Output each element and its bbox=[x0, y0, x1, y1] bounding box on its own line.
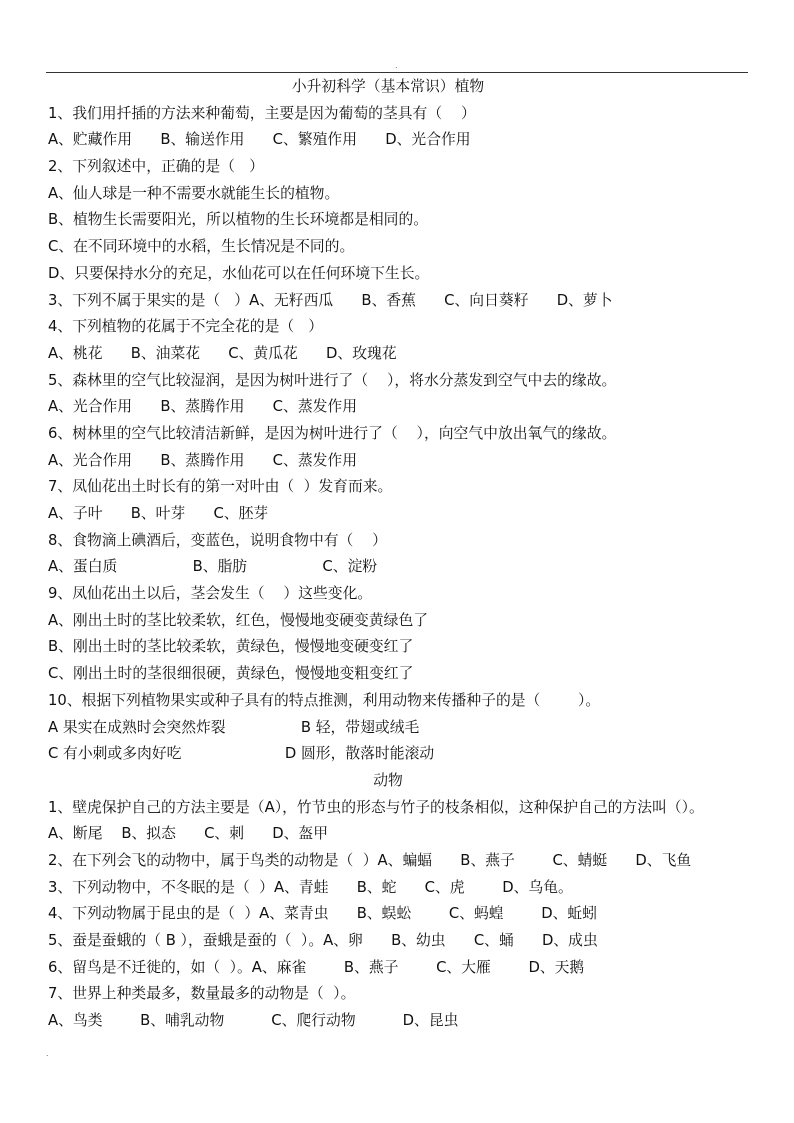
text-line: 3、下列动物中，不冬眠的是（ ）A、青蛙 B、蛇 C、虎 D、乌龟。 bbox=[48, 878, 573, 896]
text-line: A、刚出土时的茎比较柔软，红色，慢慢地变硬变黄绿色了 bbox=[48, 611, 429, 629]
worksheet-content bbox=[48, 74, 768, 1035]
text-line: 2、在下列会飞的动物中，属于鸟类的动物是（ ）A、蝙蝠 B、燕子 C、蜻蜓 D、飞鱼 bbox=[48, 851, 692, 869]
plants-questions bbox=[48, 101, 768, 768]
text-line: 2、下列叙述中，正确的是（ ） bbox=[48, 158, 264, 176]
text-line: 6、树林里的空气比较清洁新鲜，是因为树叶进行了（ ），向空气中放出氧气的缘故。 bbox=[48, 424, 617, 442]
text-line: C 有小刺或多肉好吃 D 圆形，散落时能滚动 bbox=[48, 745, 435, 763]
text-line: 7、凤仙花出土时长有的第一对叶由（ ）发育而来。 bbox=[48, 478, 393, 496]
text-line: D、只要保持水分的充足，水仙花可以在任何环境下生长。 bbox=[48, 264, 430, 282]
text-line: 4、下列植物的花属于不完全花的是（ ） bbox=[48, 318, 324, 336]
text-line: A、鸟类 B、哺乳动物 C、爬行动物 D、昆虫 bbox=[48, 1012, 459, 1030]
header-dot: . bbox=[395, 61, 398, 70]
text-line: 5、森林里的空气比较湿润，是因为树叶进行了（ ），将水分蒸发到空气中去的缘故。 bbox=[48, 371, 617, 389]
text-line: A、桃花 B、油菜花 C、黄瓜花 D、玫瑰花 bbox=[48, 344, 397, 362]
text-line: A、仙人球是一种不需要水就能生长的植物。 bbox=[48, 184, 340, 202]
plants-section-title: 小升初科学（基本常识）植物 bbox=[291, 78, 485, 95]
text-line: 10、根据下列植物果实或种子具有的特点推测，利用动物来传播种子的是（ ）。 bbox=[48, 691, 601, 709]
text-line: 5、蚕是蚕蛾的（ B ），蚕蛾是蚕的（ ）。A、卵 B、幼虫 C、蛹 D、成虫 bbox=[48, 932, 598, 949]
text-line: 9、凤仙花出土以后，茎会发生（ ）这些变化。 bbox=[48, 585, 373, 603]
animals-questions bbox=[48, 795, 768, 1035]
text-line: A、断尾 B、拟态 C、刺 D、盔甲 bbox=[48, 825, 329, 843]
animals-section-title: 动物 bbox=[373, 771, 403, 789]
text-line: A 果实在成熟时会突然炸裂 B 轻，带翅或绒毛 bbox=[48, 718, 420, 736]
text-line: 7、世界上种类最多，数量最多的动物是（ ）。 bbox=[48, 985, 356, 1003]
text-line: A、蛋白质 B、脂肪 C、淀粉 bbox=[48, 558, 378, 576]
header-rule bbox=[46, 72, 748, 73]
text-line: 8、食物滴上碘酒后，变蓝色，说明食物中有（ ） bbox=[48, 531, 387, 549]
text-line: A、光合作用 B、蒸腾作用 C、蒸发作用 bbox=[48, 398, 358, 416]
text-line: 4、下列动物属于昆虫的是（ ）A、菜青虫 B、蜈蚣 C、蚂蝗 D、蚯蚓 bbox=[48, 905, 598, 923]
text-line: 1、壁虎保护自己的方法主要是（A），竹节虫的形态与竹子的枝条相似，这种保护自己的方法叫（）。 bbox=[48, 798, 704, 816]
text-line: A、光合作用 B、蒸腾作用 C、蒸发作用 bbox=[48, 451, 358, 469]
text-line: 1、我们用扦插的方法来种葡萄，主要是因为葡萄的茎具有（ ） bbox=[48, 104, 476, 122]
text-line: A、子叶 B、叶芽 C、胚芽 bbox=[48, 505, 269, 522]
text-line: 6、留鸟是不迁徙的，如（ ）。A、麻雀 B、燕子 C、大雁 D、天鹅 bbox=[48, 958, 585, 976]
text-line: B、刚出土时的茎比较柔软，黄绿色，慢慢地变硬变红了 bbox=[48, 638, 414, 656]
text-line: B、植物生长需要阳光，所以植物的生长环境都是相同的。 bbox=[48, 211, 429, 229]
text-line: C、刚出土时的茎很细很硬，黄绿色，慢慢地变粗变红了 bbox=[48, 665, 414, 683]
text-line: C、在不同环境中的水稻，生长情况是不同的。 bbox=[48, 238, 355, 256]
footer-dot: . bbox=[46, 1049, 49, 1058]
text-line: A、贮藏作用 B、输送作用 C、繁殖作用 D、光合作用 bbox=[48, 131, 471, 149]
text-line: 3、下列不属于果实的是（ ）A、无籽西瓜 B、香蕉 C、向日葵籽 D、萝卜 bbox=[48, 291, 613, 309]
